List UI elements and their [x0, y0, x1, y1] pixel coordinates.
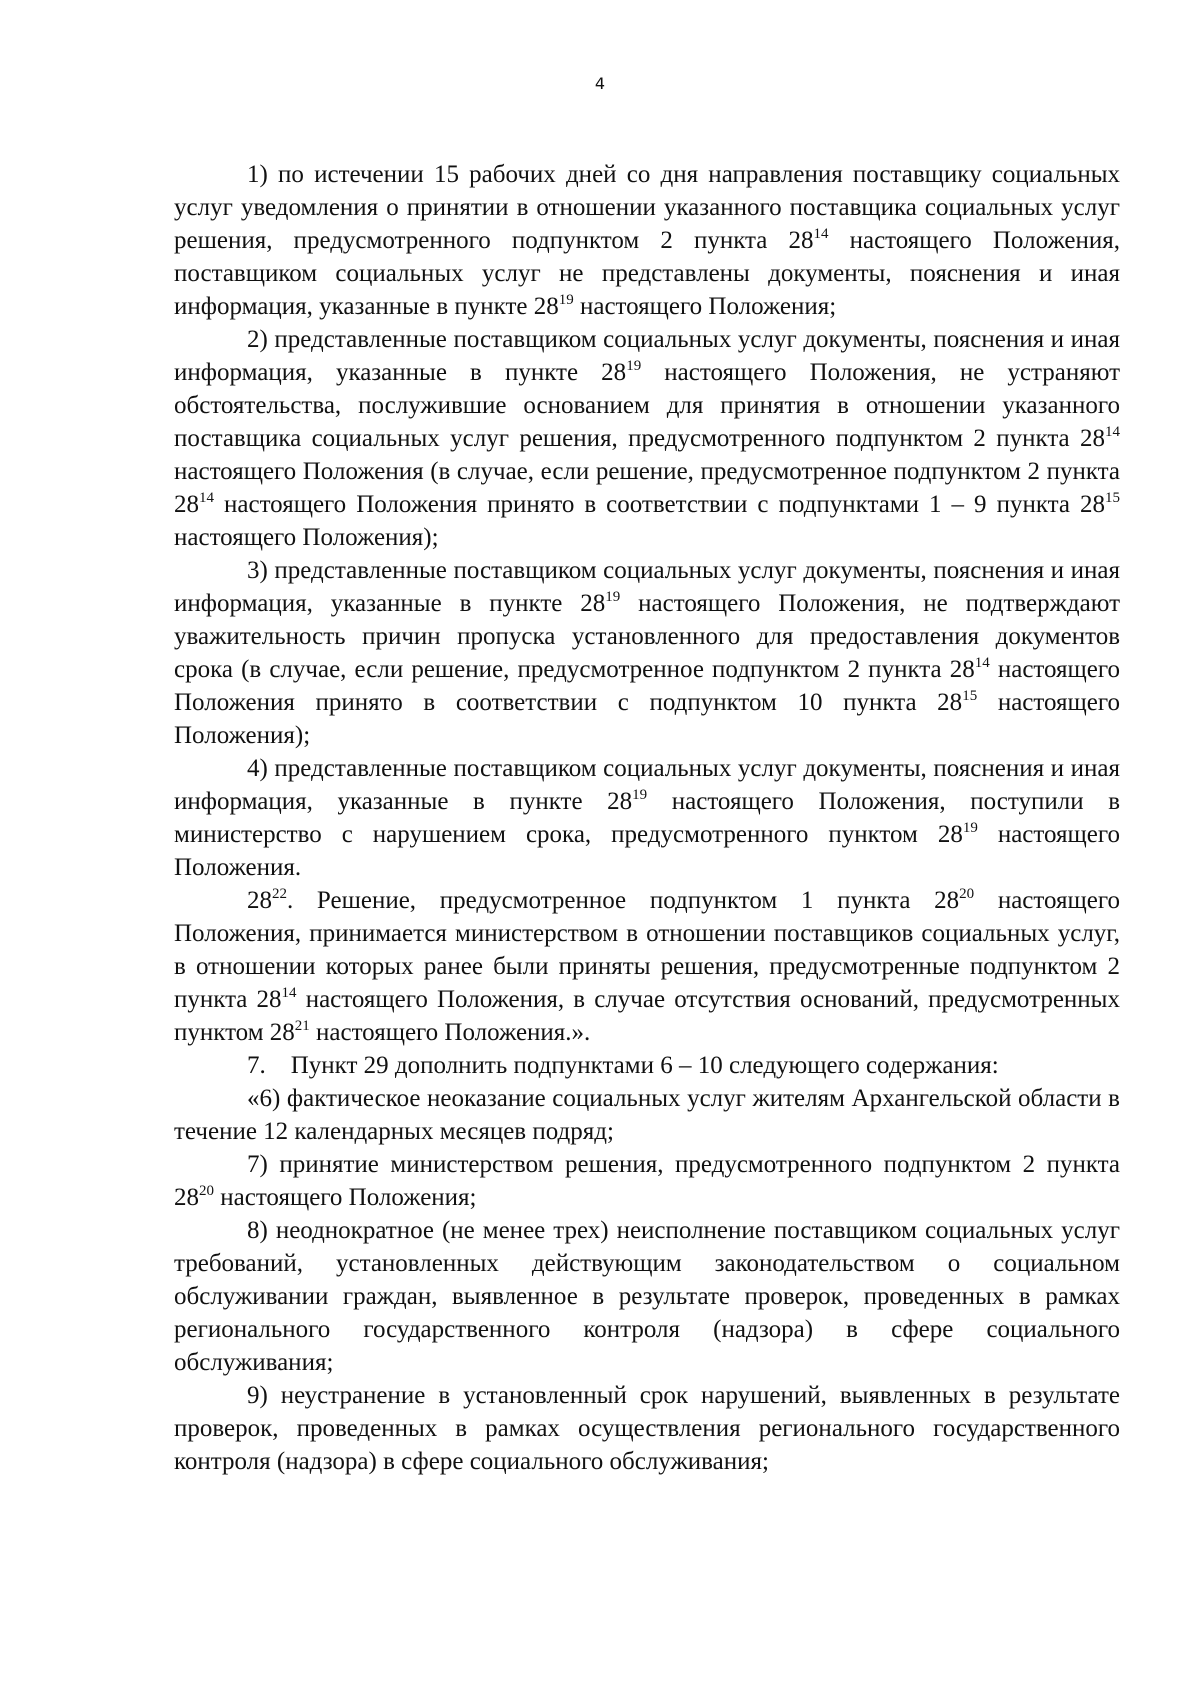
- superscript: 19: [632, 787, 648, 803]
- text-segment: . Решение, предусмотренное подпунктом 1 пункта 28: [287, 887, 960, 914]
- text-segment: настоящего Положения);: [174, 689, 1120, 749]
- text-segment: настоящего Положения (в случае, если решение, предусмотренное подпунктом 2 пункта 28: [174, 458, 1120, 518]
- text-segment: 8) неоднократное (не менее трех) неисполнение поставщиком социальных услуг требований, установленных действующим законодательством о социальном обслуживании граждан, выявленное в результате проверок, проведенных в рамках регионального государственного контроля (надзора) в сфере социального обслуживания;: [174, 1217, 1120, 1376]
- text-segment: настоящего Положения принято в соответствии с подпунктами 1 – 9 пункта 28: [214, 491, 1105, 518]
- document-body: [174, 158, 1120, 1478]
- text-segment: 7) принятие министерством решения, предусмотренного подпунктом 2 пункта 28: [174, 1151, 1120, 1211]
- text-segment: настоящего Положения.».: [309, 1019, 591, 1046]
- superscript: 14: [813, 226, 829, 242]
- text-segment: настоящего Положения, принимается министерством в отношении поставщиков социальных услуг, в отношении которых ранее были приняты решения, предусмотренные подпунктом 2 пункта 28: [174, 887, 1120, 1013]
- superscript: 14: [281, 985, 297, 1001]
- text-segment: настоящего Положения, поступили в министерство с нарушением срока, предусмотренного пунктом 28: [174, 788, 1120, 848]
- text-segment: настоящего Положения);: [174, 524, 439, 551]
- paragraph: [174, 1148, 1120, 1214]
- text-segment: 4) представленные поставщиком социальных услуг документы, пояснения и иная информация, указанные в пункте 28: [174, 755, 1120, 815]
- text-segment: 9) неустранение в установленный срок нарушений, выявленных в результате проверок, проведенных в рамках осуществления регионального государственного контроля (надзора) в сфере социального обслуживания;: [174, 1382, 1120, 1475]
- superscript: 15: [962, 688, 978, 704]
- paragraph: [174, 752, 1120, 884]
- paragraph: [174, 884, 1120, 1049]
- superscript: 20: [959, 886, 975, 902]
- paragraph: [174, 554, 1120, 752]
- superscript: 21: [294, 1018, 310, 1034]
- page-number: 4: [594, 74, 606, 93]
- text-segment: 1) по истечении 15 рабочих дней со дня направления поставщику социальных услуг уведомления о принятии в отношении указанного поставщика социальных услуг решения, предусмотренного подпунктом 2 пункта 28: [174, 161, 1120, 254]
- text-segment: 7. Пункт 29 дополнить подпунктами 6 – 10 следующего содержания:: [247, 1052, 999, 1079]
- text-segment: 2) представленные поставщиком социальных услуг документы, пояснения и иная информация, указанные в пункте 28: [174, 326, 1120, 386]
- superscript: 19: [558, 292, 574, 308]
- text-segment: настоящего Положения;: [573, 293, 837, 320]
- text-segment: «6) фактическое неоказание социальных услуг жителям Архангельской области в течение 12 календарных месяцев подряд;: [174, 1085, 1120, 1145]
- text-segment: 3) представленные поставщиком социальных услуг документы, пояснения и иная информация, указанные в пункте 28: [174, 557, 1120, 617]
- superscript: 14: [974, 655, 990, 671]
- paragraph: [174, 1214, 1120, 1379]
- superscript: 14: [1105, 424, 1120, 440]
- text-segment: настоящего Положения, не устраняют обстоятельства, послужившие основанием для принятия в отношении указанного поставщика социальных услуг решения, предусмотренного подпунктом 2 пункта 28: [174, 359, 1120, 452]
- text-segment: настоящего Положения, поставщиком социальных услуг не представлены документы, пояснения и иная информация, указанные в пункте 28: [174, 227, 1120, 320]
- paragraph: [174, 1049, 1120, 1082]
- superscript: 19: [605, 589, 621, 605]
- text-segment: настоящего Положения, не подтверждают уважительность причин пропуска установленного для предоставления документов срока (в случае, если решение, предусмотренное подпунктом 2 пункта 28: [174, 590, 1120, 683]
- text-segment: настоящего Положения;: [214, 1184, 477, 1211]
- paragraph: [174, 1379, 1120, 1478]
- paragraph: [174, 158, 1120, 323]
- superscript: 19: [962, 820, 978, 836]
- superscript: 15: [1105, 490, 1120, 506]
- text-segment: настоящего Положения, в случае отсутствия оснований, предусмотренных пунктом 28: [174, 986, 1120, 1046]
- superscript: 22: [272, 886, 287, 902]
- superscript: 20: [199, 1183, 214, 1199]
- paragraph: [174, 1082, 1120, 1148]
- superscript: 19: [626, 358, 642, 374]
- text-segment: настоящего Положения принято в соответствии с подпунктом 10 пункта 28: [174, 656, 1121, 716]
- paragraph: [174, 323, 1120, 554]
- text-segment: 28: [247, 887, 272, 914]
- superscript: 14: [199, 490, 214, 506]
- text-segment: настоящего Положения.: [174, 821, 1121, 881]
